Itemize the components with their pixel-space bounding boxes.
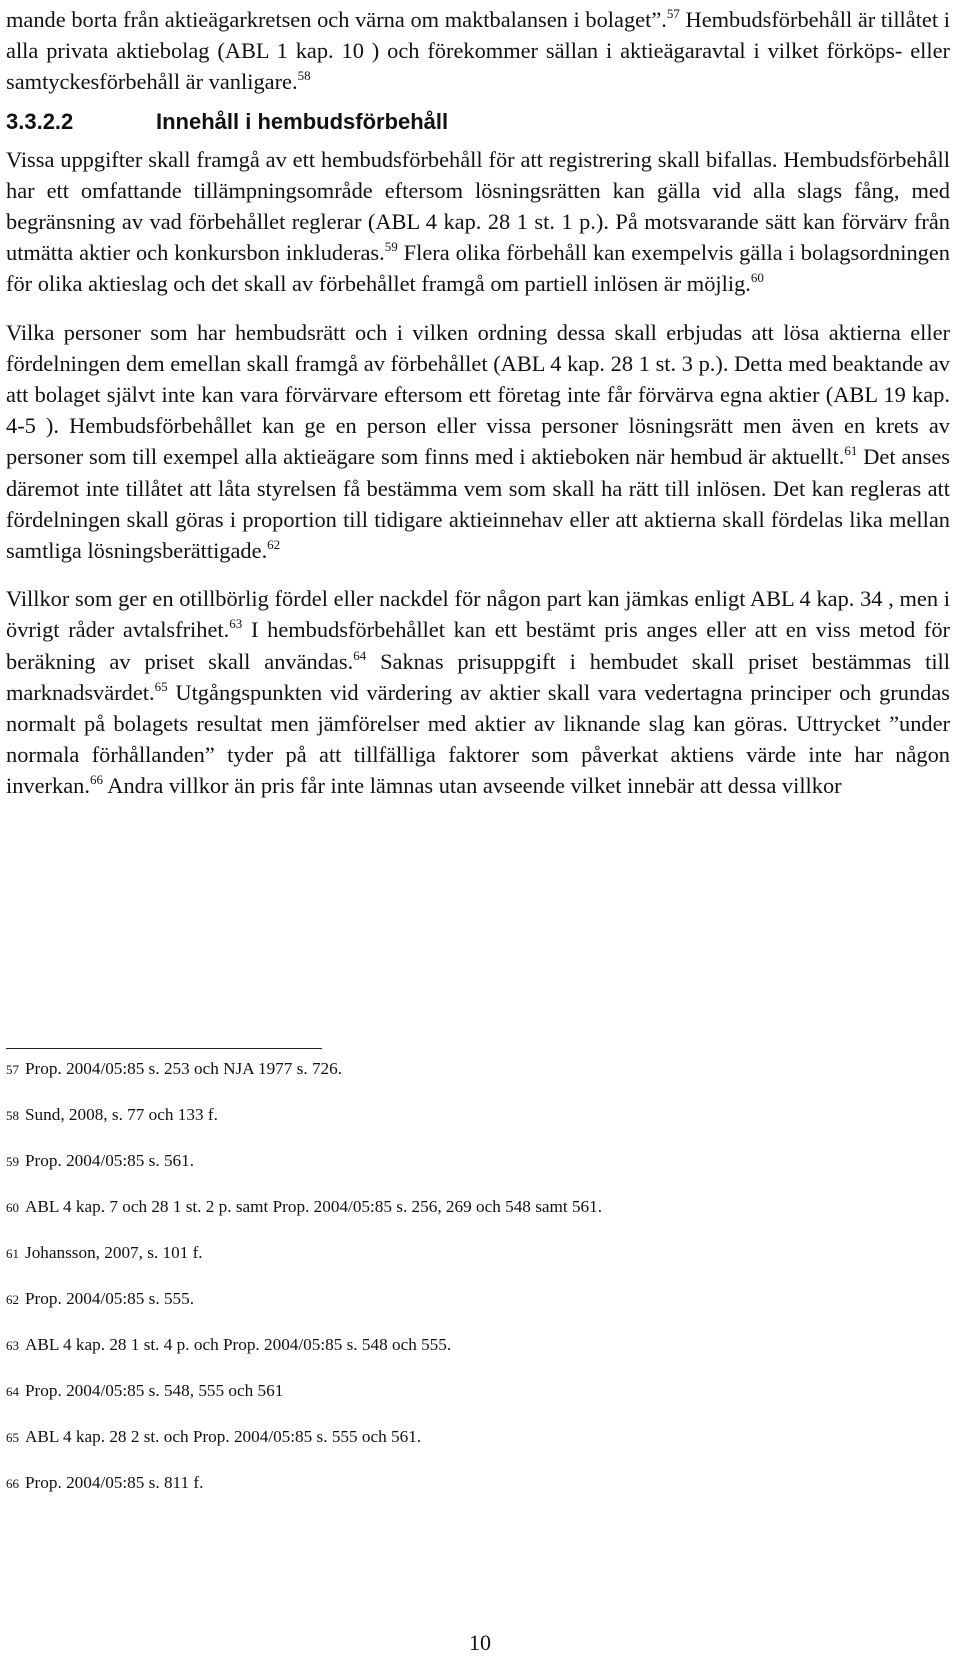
footnote	[6, 1150, 950, 1172]
footnote-text: Prop. 2004/05:85 s. 811 f.	[25, 1473, 204, 1492]
footnote	[6, 1196, 950, 1218]
footnote-text: Prop. 2004/05:85 s. 555.	[25, 1289, 195, 1308]
footnote-ref: 65	[154, 678, 168, 694]
footnote-text: Prop. 2004/05:85 s. 548, 555 och 561	[25, 1381, 284, 1400]
footnote-number: 58	[6, 1108, 19, 1123]
footnote	[6, 1380, 950, 1402]
footnote-number: 66	[6, 1476, 19, 1491]
paragraph-terms	[6, 583, 950, 801]
footnote	[6, 1058, 950, 1080]
footnote-text: ABL 4 kap. 28 1 st. 4 p. och Prop. 2004/05:85 s. 548 och 555.	[25, 1335, 452, 1354]
footnote-text: ABL 4 kap. 28 2 st. och Prop. 2004/05:85 s. 555 och 561.	[25, 1427, 422, 1446]
paragraph-content	[6, 144, 950, 300]
paragraph-text: I hembudsförbehållet kan ett bestämt pris anges eller att en viss metod för beräkning av priset skall användas.	[6, 617, 951, 674]
footnotes	[6, 1058, 950, 1494]
footnote-number: 57	[6, 1062, 19, 1077]
paragraph-text: Flera olika förbehåll kan exempelvis gälla i bolagsordningen för olika aktieslag och det skall av förbehållet framgå om partiell inlösen är möjlig.	[6, 240, 951, 297]
footnote-ref: 66	[89, 772, 103, 788]
paragraph-text: Andra villkor än pris får inte lämnas utan avseende vilket innebär att dessa villkor	[102, 773, 842, 799]
footnote-ref: 57	[666, 6, 680, 21]
footnote-text: ABL 4 kap. 7 och 28 1 st. 2 p. samt Prop. 2004/05:85 s. 256, 269 och 548 samt 561.	[25, 1197, 603, 1216]
page-number: 10	[469, 1630, 491, 1655]
paragraph-text: mande borta från aktieägarkretsen och värna om maktbalansen i bolaget”.	[6, 7, 667, 32]
footnote-text: Sund, 2008, s. 77 och 133 f.	[25, 1105, 218, 1124]
footnote-separator	[6, 1048, 322, 1049]
paragraph-intro	[6, 4, 950, 98]
footnote-number: 63	[6, 1338, 19, 1353]
footnote	[6, 1426, 950, 1448]
footnote	[6, 1288, 950, 1310]
body-text	[6, 4, 950, 802]
footnote-ref: 63	[229, 616, 243, 632]
footnote	[6, 1242, 950, 1264]
footnote-number: 64	[6, 1384, 19, 1399]
paragraph-text: Villkor som ger en otillbörlig fördel eller nackdel för någon part kan jämkas enligt ABL 4 kap. 34 , men i övrigt råder avtalsfrihet.	[6, 586, 950, 643]
footnote-number: 62	[6, 1292, 19, 1307]
footnote	[6, 1334, 950, 1356]
section-number: 3.3.2.2	[6, 108, 74, 134]
footnote-ref: 64	[353, 647, 367, 663]
footnote-number: 61	[6, 1246, 19, 1261]
footnote-ref: 58	[297, 68, 311, 84]
footnote-ref: 59	[384, 239, 398, 255]
paragraph-text: Utgångspunkten vid värdering av aktier skall vara vedertagna principer och grundas normalt på bolagets resultat men jämförelser med aktier av liknande slag kan göras. Uttrycket ”under normala förhållanden” tyder på att tillfälliga faktorer som påverkat aktiens värde inte har någon inverkan.	[6, 679, 950, 799]
paragraph-text: Vissa uppgifter skall framgå av ett hembudsförbehåll för att registrering skall bifallas. Hembudsförbehåll har ett omfattande tillämpningsområde eftersom lösningsrätten kan gälla vid alla slags fång, med begränsning av vad förbehållet reglerar (ABL 4 kap. 28 1 st. 1 p.). På motsvarande sätt kan förvärv från utmätta aktier och konkursbon inkluderas.	[6, 146, 950, 266]
footnote-ref: 61	[844, 443, 858, 459]
paragraph-text: Hembudsförbehåll är tillåtet i alla privata aktiebolag (ABL 1 kap. 10 ) och förekommer sällan i aktieägaravtal i vilket förköps- eller samtyckesförbehåll är vanligare.	[6, 7, 950, 95]
footnote-text: Johansson, 2007, s. 101 f.	[25, 1243, 203, 1262]
footnote-ref: 60	[750, 270, 764, 286]
footnote-ref: 62	[267, 537, 281, 553]
footnote	[6, 1104, 950, 1126]
section-heading	[6, 102, 950, 142]
paragraph-text: Saknas prisuppgift i hembudet skall priset bestämmas till marknadsvärdet.	[6, 648, 950, 705]
paragraph-text: Vilka personer som har hembudsrätt och i vilken ordning dessa skall erbjudas att lösa aktierna eller fördelningen dem emellan skall framgå av förbehållet (ABL 4 kap. 28 1 st. 3 p.). Detta med beaktande av att bolaget självt inte kan vara förvärvare eftersom ett företag inte får förvärva egna aktier (ABL 19 kap. 4-5 ). Hembudsförbehållet kan ge en person eller vissa personer lösningsrätt men även en krets av personer som till exempel alla aktieägare som finns med i aktieboken när hembud är aktuellt.	[6, 319, 950, 470]
footnote-text: Prop. 2004/05:85 s. 561.	[25, 1151, 195, 1170]
paragraph-text: Det anses däremot inte tillåtet att låta styrelsen få bestämma vem som skall ha rätt till inlösen. Det kan regleras att fördelningen skall göras i proportion till tidigare aktieinnehav eller att aktierna skall fördelas lika mellan samtliga lösningsberättigade.	[6, 444, 950, 564]
footnote-number: 65	[6, 1430, 19, 1445]
footnote-number: 60	[6, 1200, 19, 1215]
paragraph-holders	[6, 317, 950, 567]
footnote	[6, 1472, 950, 1494]
footnote-number: 59	[6, 1154, 19, 1169]
section-title: Innehåll i hembudsförbehåll	[156, 108, 449, 134]
footnote-text: Prop. 2004/05:85 s. 253 och NJA 1977 s. 726.	[25, 1059, 343, 1078]
